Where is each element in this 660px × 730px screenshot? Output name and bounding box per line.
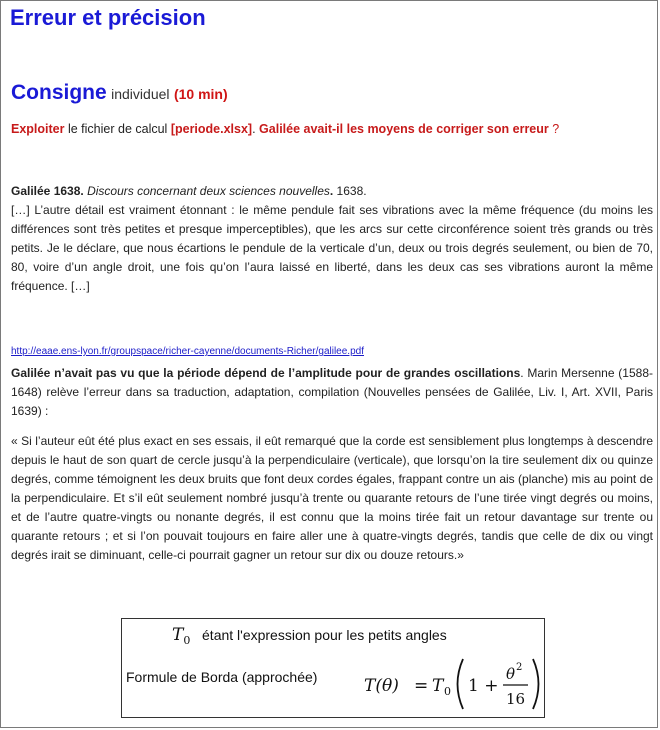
formula-theta: θ — [506, 665, 516, 683]
borda-formula-box — [121, 618, 545, 718]
formula-t0: T — [432, 676, 444, 696]
right-paren — [533, 659, 539, 709]
mersenne-quote: « Si l’auteur eût été plus exact en ses essais, il eût remarqué que la corde est sensiblement plus longtemps à descendre depuis le haut de son quart de cercle jusqu’à la perpendiculaire (verticale), que lorsqu’on la tire seulement dix ou quinze degrés, comme témoignent les deux bruits que font deux cordes égales, frappant contre un ais (planche) mis au point de la perpendiculaire. Et s’il eût seulement nombré jusqu’à trente ou quarante retours de l’une tirée vingt degrés ou moins, et de l’autre quatre-vingts ou nonante degrés, il est connu que la moins tirée fait un retour davantage sur trente ou quarante retours ; et si l’on pouvait toujours en faire aller une à quatre-vingts degrés, tandis que celle de dix ou vingt degrés irait se diminuant, celle-ci pourrait gagner un retour sur dix ou douze retours.» — [11, 434, 653, 562]
mersenne-bold-statement: Galilée n’avait pas vu que la période dépend de l’amplitude pour de grandes oscillations — [11, 366, 521, 380]
borda-label: Formule de Borda (approchée) — [126, 669, 318, 685]
task-question-mark: ? — [548, 122, 560, 136]
formula-denominator: 16 — [506, 690, 526, 708]
galilee-pdf-link[interactable]: http://eaae.ens-lyon.fr/groupspace/richer-cayenne/documents-Richer/galilee.pdf — [11, 346, 364, 357]
task-question: Galilée avait-il les moyens de corriger son erreur — [259, 122, 549, 136]
galilee-author-date: Galilée 1638. — [11, 184, 84, 198]
formula-power: 2 — [516, 662, 523, 673]
page-title: Erreur et précision — [10, 5, 206, 30]
galilee-excerpt: […] L’autre détail est vraiment étonnant : le même pendule fait ses vibrations avec la même fréquence (du moins les différences sont très petites et presque imperceptibles), que les arcs sur cette circonférence soient très grands ou très petits. Je le déclare, que nous écartions le pendule de la verticale d’un, deux ou trois degrés seulement, ou bien de 70, 80, voire d’un angle droit, une fois qu’on l’aura laissé en liberté, dans les deux cas ses vibrations auront la même fréquence. […] — [11, 203, 653, 293]
task-file: [periode.xlsx] — [170, 122, 253, 136]
formula-t0-subscript: 0 — [444, 685, 451, 698]
formula-equals: = — [414, 676, 429, 696]
formula-one-plus: 1 + — [468, 676, 499, 696]
task-text: le fichier de calcul — [64, 122, 171, 136]
consigne-heading — [11, 81, 228, 105]
task-separator: . — [252, 122, 260, 136]
t0-subscript: 0 — [183, 633, 191, 647]
consigne-mode: individuel — [111, 86, 170, 102]
consigne-duration: (10 min) — [173, 86, 228, 102]
galilee-section — [11, 182, 653, 296]
t0-symbol: T — [172, 625, 184, 645]
galilee-year: 1638. — [333, 184, 367, 198]
formula-lhs: T(θ) — [364, 676, 399, 696]
borda-equation — [362, 653, 546, 715]
galilee-work-title: Discours concernant deux sciences nouvelles — [87, 184, 330, 198]
mersenne-text: . Marin Mersenne (1588-1648) relève l’erreur dans sa traduction, adaptation, compilation (Nouvelles pensées de Galilée, Liv. I, Art. XVII, Paris 1639) : — [11, 366, 653, 418]
galilee-work-end: . — [329, 184, 334, 198]
task-verb: Exploiter — [11, 122, 65, 136]
galilee-citation — [11, 182, 653, 201]
consigne-label: Consigne — [11, 81, 107, 104]
mersenne-paragraph — [11, 364, 653, 421]
t0-definition — [172, 625, 447, 647]
left-paren — [458, 659, 464, 709]
t0-description: étant l'expression pour les petits angles — [202, 627, 447, 643]
task-instruction — [11, 122, 651, 136]
